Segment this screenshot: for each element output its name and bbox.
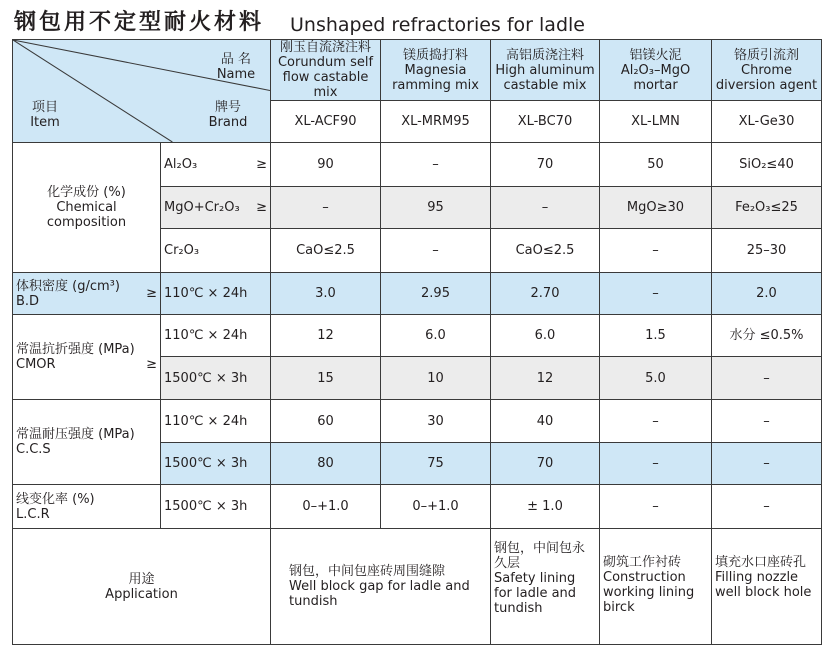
product-name-zh: 铝镁火泥 <box>629 47 682 63</box>
chemical-component <box>161 229 271 273</box>
value-cell: 5.0 <box>600 357 712 400</box>
value-cell: – <box>381 229 491 273</box>
application-cell <box>491 529 600 645</box>
product-name-zh: 镁质捣打料 <box>402 47 468 63</box>
condition-cell: 110℃ × 24h <box>161 315 271 357</box>
application-zh: 砌筑工作衬砖 <box>603 555 682 570</box>
lcr-label-zh: 线变化率 (%) <box>16 491 95 507</box>
chemical-component <box>161 187 271 229</box>
value-cell: – <box>600 485 712 529</box>
value-cell: ± 1.0 <box>491 485 600 529</box>
value-cell: – <box>712 357 822 400</box>
cmor-label-zh: 常温抗折强度 (MPa) <box>16 342 135 357</box>
value-cell: – <box>600 443 712 485</box>
application-cell <box>600 529 712 645</box>
table-row <box>13 315 822 357</box>
chemical-label <box>13 143 161 273</box>
application-label-en: Application <box>105 586 178 602</box>
application-zh: 钢包，中间包座砖周围缝隙 <box>289 564 446 579</box>
value-cell: 2.0 <box>712 273 822 315</box>
value-cell: 1.5 <box>600 315 712 357</box>
product-name-zh: 铬质引流剂 <box>733 47 799 63</box>
value-cell: MgO≥30 <box>600 187 712 229</box>
title-chinese: 钢包用不定型耐火材料 <box>14 10 265 35</box>
value-cell: SiO₂≤40 <box>712 143 822 187</box>
value-cell: 30 <box>381 400 491 443</box>
application-label-zh: 用途 <box>128 571 155 587</box>
chemical-label-en: Chemical composition <box>46 200 127 230</box>
product-name-cell <box>491 40 600 101</box>
product-name-cell <box>600 40 712 101</box>
density-label <box>13 273 161 315</box>
name-label-zh: 品 名 <box>220 52 252 67</box>
refractories-table <box>12 39 822 645</box>
application-cell <box>712 529 822 645</box>
condition-cell: 110℃ × 24h <box>161 400 271 443</box>
value-cell: – <box>600 229 712 273</box>
ccs-label-zh: 常温耐压强度 (MPa) <box>16 427 135 442</box>
title-english: Unshaped refractories for ladle <box>290 14 585 36</box>
value-cell: 50 <box>600 143 712 187</box>
brand-label <box>195 100 261 130</box>
value-cell: 25–30 <box>712 229 822 273</box>
product-name-zh: 刚玉自流浇注料 <box>279 40 371 55</box>
value-cell: 水分 ≤0.5% <box>712 315 822 357</box>
value-cell: 12 <box>271 315 381 357</box>
value-cell: 0–+1.0 <box>381 485 491 529</box>
header-corner <box>13 40 271 143</box>
lcr-label <box>13 485 161 529</box>
value-cell: CaO≤2.5 <box>271 229 381 273</box>
component-name: Cr₂O₃ <box>164 243 200 258</box>
value-cell: 10 <box>381 357 491 400</box>
name-label-en: Name <box>216 67 256 82</box>
application-label <box>13 529 271 645</box>
lcr-label-en: L.C.R <box>16 506 50 522</box>
product-name-cell <box>271 40 381 101</box>
product-name-en: Magnesia ramming mix <box>392 62 479 93</box>
value-cell: 90 <box>271 143 381 187</box>
header-row-name <box>13 40 822 101</box>
ge-symbol: ≥ <box>256 200 267 215</box>
value-cell: 6.0 <box>491 315 600 357</box>
value-cell: 0–+1.0 <box>271 485 381 529</box>
condition-cell: 1500℃ × 3h <box>161 485 271 529</box>
value-cell: 80 <box>271 443 381 485</box>
value-cell: 75 <box>381 443 491 485</box>
value-cell: Fe₂O₃≤25 <box>712 187 822 229</box>
item-label-en: Item <box>30 115 60 130</box>
value-cell: 6.0 <box>381 315 491 357</box>
condition-cell: 1500℃ × 3h <box>161 357 271 400</box>
ccs-label-en: C.C.S <box>16 442 51 457</box>
ge-symbol: ≥ <box>146 286 157 301</box>
brand-cell: XL-Ge30 <box>712 101 822 143</box>
value-cell: – <box>712 443 822 485</box>
application-zh: 填充水口座砖孔 <box>715 555 807 570</box>
product-name-en: Al₂O₃–MgO mortar <box>620 62 691 93</box>
chemical-component <box>161 143 271 187</box>
value-cell: – <box>271 187 381 229</box>
value-cell: – <box>600 400 712 443</box>
brand-cell: XL-BC70 <box>491 101 600 143</box>
table-row <box>13 400 822 443</box>
value-cell: – <box>712 400 822 443</box>
product-name-cell <box>712 40 822 101</box>
value-cell: 40 <box>491 400 600 443</box>
value-cell: 3.0 <box>271 273 381 315</box>
density-label-zh: 体积密度 (g/cm³) <box>16 278 120 294</box>
condition-cell: 1500℃ × 3h <box>161 443 271 485</box>
item-label <box>19 100 71 130</box>
value-cell: – <box>600 273 712 315</box>
component-name: Al₂O₃ <box>164 157 198 172</box>
application-en: Construction working lining birck <box>603 570 695 615</box>
table-row <box>13 273 822 315</box>
page-title <box>14 8 585 36</box>
cmor-label <box>13 315 161 400</box>
table-row <box>13 143 822 187</box>
condition-cell: 110℃ × 24h <box>161 273 271 315</box>
ccs-label <box>13 400 161 485</box>
brand-label-en: Brand <box>208 115 248 130</box>
value-cell: 2.70 <box>491 273 600 315</box>
item-label-zh: 项目 <box>31 100 58 115</box>
application-cell <box>271 529 491 645</box>
ge-symbol: ≥ <box>256 157 267 172</box>
ge-symbol: ≥ <box>146 357 157 372</box>
value-cell: 15 <box>271 357 381 400</box>
product-name-en: High aluminum castable mix <box>495 62 595 93</box>
product-name-en: Corundum self flow castable mix <box>277 55 374 100</box>
brand-cell: XL-LMN <box>600 101 712 143</box>
density-label-en: B.D <box>16 293 40 309</box>
table-row <box>13 529 822 645</box>
product-name-zh: 高铝质浇注料 <box>505 47 584 63</box>
table-row <box>13 485 822 529</box>
value-cell: CaO≤2.5 <box>491 229 600 273</box>
application-en: Well block gap for ladle and tundish <box>289 579 470 609</box>
value-cell: – <box>712 485 822 529</box>
value-cell: 70 <box>491 143 600 187</box>
application-en: Safety lining for ladle and tundish <box>494 571 577 616</box>
product-name-en: Chrome diversion agent <box>715 62 818 93</box>
value-cell: 12 <box>491 357 600 400</box>
value-cell: 2.95 <box>381 273 491 315</box>
chemical-label-zh: 化学成份 (%) <box>47 185 126 200</box>
value-cell: – <box>381 143 491 187</box>
cmor-label-en: CMOR <box>16 357 56 372</box>
value-cell: 70 <box>491 443 600 485</box>
application-zh: 钢包，中间包永久层 <box>494 541 586 571</box>
product-name-cell <box>381 40 491 101</box>
value-cell: 95 <box>381 187 491 229</box>
value-cell: 60 <box>271 400 381 443</box>
brand-label-zh: 牌号 <box>214 100 241 115</box>
brand-cell: XL-MRM95 <box>381 101 491 143</box>
name-label <box>211 52 261 82</box>
value-cell: – <box>491 187 600 229</box>
component-name: MgO+Cr₂O₃ <box>164 200 240 215</box>
brand-cell: XL-ACF90 <box>271 101 381 143</box>
application-en: Filling nozzle well block hole <box>715 570 812 600</box>
